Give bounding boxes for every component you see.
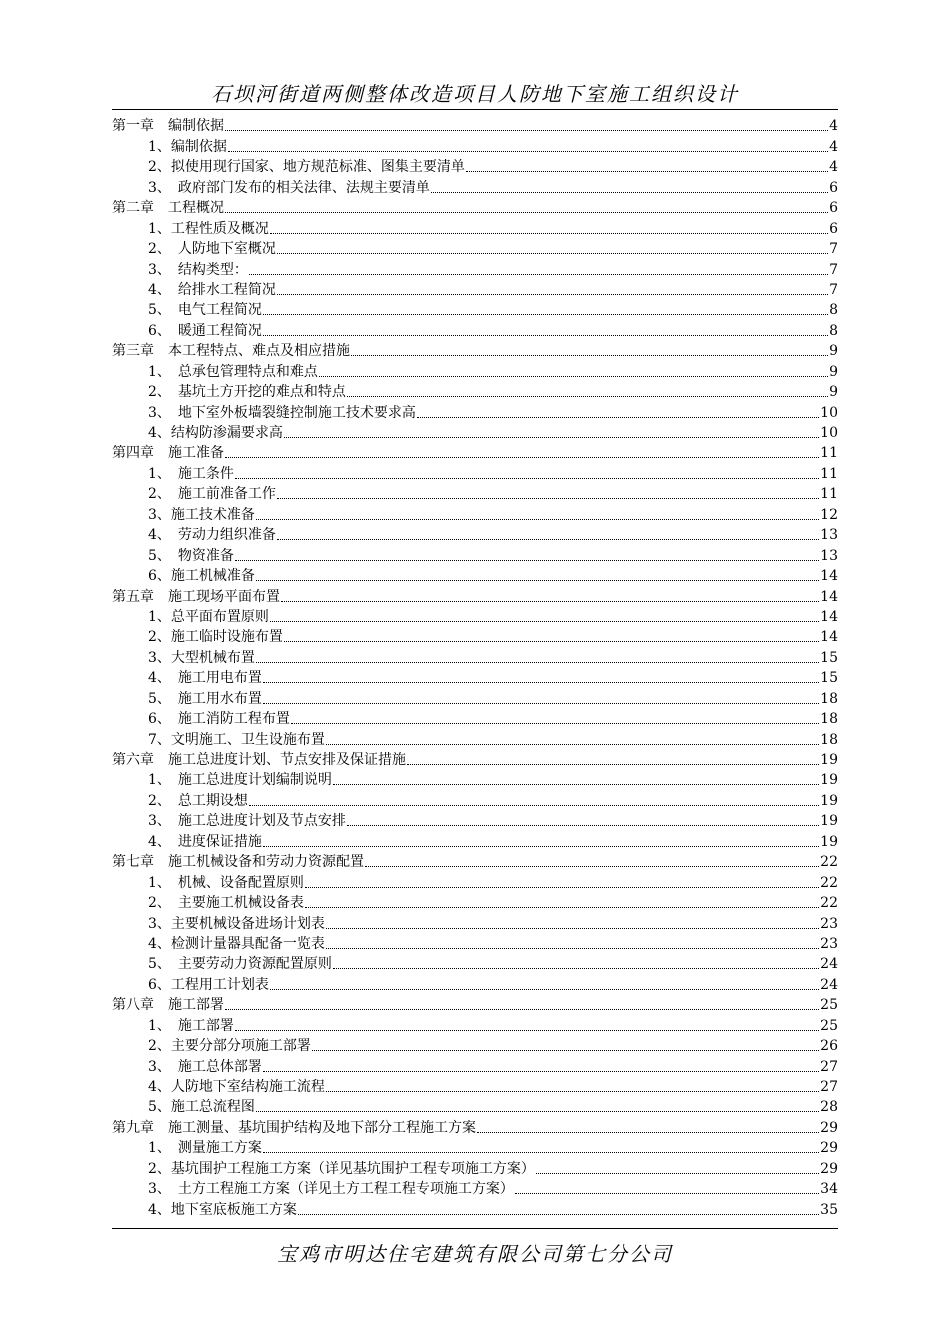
toc-section-entry[interactable] xyxy=(112,790,838,810)
toc-entry-page-number: 7 xyxy=(829,241,838,258)
toc-entry-page-number: 24 xyxy=(820,976,838,993)
toc-section-entry[interactable] xyxy=(112,320,838,340)
toc-dot-leader xyxy=(291,723,819,724)
toc-dot-leader xyxy=(417,417,819,418)
toc-section-entry[interactable] xyxy=(112,893,838,913)
toc-dot-leader xyxy=(277,294,828,295)
toc-chapter-entry[interactable] xyxy=(112,1117,838,1137)
toc-chapter-entry[interactable] xyxy=(112,116,838,136)
toc-entry-title: 3、大型机械布置 xyxy=(148,649,255,666)
toc-entry-page-number: 9 xyxy=(829,363,838,380)
toc-entry-page-number: 6 xyxy=(829,220,838,237)
toc-entry-page-number: 6 xyxy=(829,179,838,196)
toc-entry-page-number: 7 xyxy=(829,261,838,278)
toc-entry-page-number: 23 xyxy=(820,935,838,952)
toc-entry-title: 6、 施工消防工程布置 xyxy=(148,711,290,728)
toc-chapter-entry[interactable] xyxy=(112,341,838,361)
toc-entry-page-number: 25 xyxy=(820,997,838,1014)
toc-section-entry[interactable] xyxy=(112,811,838,831)
toc-chapter-entry[interactable] xyxy=(112,852,838,872)
toc-dot-leader xyxy=(365,866,819,867)
toc-section-entry[interactable] xyxy=(112,177,838,197)
toc-dot-leader xyxy=(284,437,819,438)
toc-entry-page-number: 12 xyxy=(820,506,838,523)
toc-chapter-entry[interactable] xyxy=(112,443,838,463)
toc-entry-title: 第七章 施工机械设备和劳动力资源配置 xyxy=(112,854,364,871)
toc-entry-page-number: 13 xyxy=(820,527,838,544)
toc-section-entry[interactable] xyxy=(112,239,838,259)
toc-dot-leader xyxy=(312,1050,819,1051)
toc-dot-leader xyxy=(270,989,819,990)
table-of-contents xyxy=(112,116,838,1220)
toc-entry-title: 2、主要分部分项施工部署 xyxy=(148,1038,311,1055)
toc-dot-leader xyxy=(347,396,828,397)
toc-dot-leader xyxy=(235,560,819,561)
toc-section-entry[interactable] xyxy=(112,729,838,749)
toc-entry-title: 1、 机械、设备配置原则 xyxy=(148,874,304,891)
toc-section-entry[interactable] xyxy=(112,934,838,954)
toc-dot-leader xyxy=(225,130,828,131)
toc-entry-page-number: 18 xyxy=(820,711,838,728)
toc-dot-leader xyxy=(284,641,819,642)
toc-section-entry[interactable] xyxy=(112,463,838,483)
toc-entry-title: 2、施工临时设施布置 xyxy=(148,629,283,646)
toc-dot-leader xyxy=(466,171,828,172)
toc-dot-leader xyxy=(235,1030,819,1031)
toc-entry-page-number: 18 xyxy=(820,731,838,748)
toc-entry-title: 2、基坑围护工程施工方案（详见基坑围护工程专项施工方案） xyxy=(148,1160,535,1177)
toc-section-entry[interactable] xyxy=(112,647,838,667)
toc-entry-title: 4、地下室底板施工方案 xyxy=(148,1201,297,1218)
toc-dot-leader xyxy=(477,1132,819,1133)
toc-entry-page-number: 34 xyxy=(820,1181,838,1198)
toc-dot-leader xyxy=(333,784,819,785)
toc-section-entry[interactable] xyxy=(112,1158,838,1178)
toc-section-entry[interactable] xyxy=(112,136,838,156)
toc-entry-page-number: 10 xyxy=(820,425,838,441)
toc-entry-title: 2、 施工前准备工作 xyxy=(148,486,276,503)
toc-section-entry[interactable] xyxy=(112,280,838,300)
toc-section-entry[interactable] xyxy=(112,607,838,627)
toc-entry-page-number: 35 xyxy=(820,1201,838,1218)
toc-entry-title: 3、 地下室外板墙裂缝控制施工技术要求高 xyxy=(148,404,416,421)
toc-entry-page-number: 15 xyxy=(820,649,838,666)
toc-entry-page-number: 14 xyxy=(820,629,838,646)
toc-section-entry[interactable] xyxy=(112,913,838,933)
toc-dot-leader xyxy=(263,703,819,704)
toc-entry-title: 7、文明施工、卫生设施布置 xyxy=(148,731,325,748)
toc-dot-leader xyxy=(277,253,828,254)
toc-entry-page-number: 19 xyxy=(820,752,838,768)
toc-entry-page-number: 11 xyxy=(820,486,838,503)
toc-entry-page-number: 27 xyxy=(820,1079,838,1095)
toc-entry-page-number: 23 xyxy=(820,915,838,932)
toc-section-entry[interactable] xyxy=(112,668,838,688)
toc-section-entry[interactable] xyxy=(112,382,838,402)
toc-entry-title: 3、施工技术准备 xyxy=(148,506,255,523)
toc-entry-page-number: 14 xyxy=(820,608,838,625)
toc-entry-title: 第四章 施工准备 xyxy=(112,445,224,462)
toc-dot-leader xyxy=(249,274,828,275)
toc-section-entry[interactable] xyxy=(112,218,838,238)
toc-entry-title: 第五章 施工现场平面布置 xyxy=(112,588,280,605)
toc-section-entry[interactable] xyxy=(112,1036,838,1056)
toc-dot-leader xyxy=(263,314,828,315)
toc-section-entry[interactable] xyxy=(112,545,838,565)
toc-section-entry[interactable] xyxy=(112,504,838,524)
toc-entry-title: 1、 施工部署 xyxy=(148,1017,234,1034)
toc-section-entry[interactable] xyxy=(112,688,838,708)
toc-dot-leader xyxy=(235,478,819,479)
toc-section-entry[interactable] xyxy=(112,1056,838,1076)
toc-entry-title: 6、工程用工计划表 xyxy=(148,976,269,993)
toc-dot-leader xyxy=(515,1193,819,1194)
toc-entry-title: 2、 基坑土方开挖的难点和特点 xyxy=(148,384,346,401)
toc-entry-title: 4、人防地下室结构施工流程 xyxy=(148,1079,325,1095)
toc-entry-page-number: 4 xyxy=(829,118,838,135)
toc-entry-page-number: 11 xyxy=(820,465,838,482)
toc-entry-title: 第六章 施工总进度计划、节点安排及保证措施 xyxy=(112,752,406,768)
toc-section-entry[interactable] xyxy=(112,1199,838,1219)
toc-dot-leader xyxy=(225,457,819,458)
toc-entry-page-number: 19 xyxy=(820,792,838,809)
toc-entry-page-number: 4 xyxy=(829,159,838,176)
toc-section-entry[interactable] xyxy=(112,259,838,279)
toc-dot-leader xyxy=(263,1071,819,1072)
toc-entry-title: 5、 主要劳动力资源配置原则 xyxy=(148,956,332,973)
toc-entry-title: 2、拟使用现行国家、地方规范标准、图集主要清单 xyxy=(148,159,465,176)
toc-dot-leader xyxy=(326,948,819,949)
toc-entry-page-number: 10 xyxy=(820,404,838,421)
toc-section-entry[interactable] xyxy=(112,1179,838,1199)
toc-section-entry[interactable] xyxy=(112,300,838,320)
header-divider xyxy=(112,109,838,110)
toc-entry-title: 3、 政府部门发布的相关法律、法规主要清单 xyxy=(148,179,430,196)
toc-entry-title: 5、 电气工程简况 xyxy=(148,302,262,319)
toc-entry-title: 6、施工机械准备 xyxy=(148,568,255,585)
toc-entry-page-number: 29 xyxy=(820,1119,838,1136)
toc-entry-page-number: 19 xyxy=(820,772,838,789)
toc-entry-title: 4、 进度保证措施 xyxy=(148,833,262,850)
toc-dot-leader xyxy=(319,376,828,377)
toc-entry-title: 第八章 施工部署 xyxy=(112,997,224,1014)
toc-section-entry[interactable] xyxy=(112,770,838,790)
toc-entry-page-number: 8 xyxy=(829,322,838,339)
toc-entry-page-number: 4 xyxy=(829,138,838,155)
toc-entry-page-number: 8 xyxy=(829,302,838,319)
toc-dot-leader xyxy=(228,151,828,152)
toc-entry-title: 3、 结构类型： xyxy=(148,261,248,278)
toc-entry-title: 第三章 本工程特点、难点及相应措施 xyxy=(112,343,350,360)
toc-entry-title: 1、工程性质及概况 xyxy=(148,220,269,237)
toc-entry-page-number: 15 xyxy=(820,670,838,687)
toc-entry-title: 第一章 编制依据 xyxy=(112,118,224,135)
toc-section-entry[interactable] xyxy=(112,709,838,729)
toc-dot-leader xyxy=(351,355,828,356)
toc-dot-leader xyxy=(249,805,819,806)
toc-entry-title: 4、结构防渗漏要求高 xyxy=(148,425,283,441)
toc-dot-leader xyxy=(347,825,819,826)
toc-entry-page-number: 19 xyxy=(820,813,838,830)
toc-dot-leader xyxy=(431,192,828,193)
toc-section-entry[interactable] xyxy=(112,974,838,994)
toc-entry-page-number: 29 xyxy=(820,1140,838,1157)
toc-section-entry[interactable] xyxy=(112,484,838,504)
toc-dot-leader xyxy=(256,519,819,520)
toc-entry-page-number: 25 xyxy=(820,1017,838,1034)
toc-entry-title: 第九章 施工测量、基坑围护结构及地下部分工程施工方案 xyxy=(112,1119,476,1136)
toc-section-entry[interactable] xyxy=(112,566,838,586)
toc-section-entry[interactable] xyxy=(112,872,838,892)
toc-entry-page-number: 28 xyxy=(820,1099,838,1116)
toc-entry-title: 4、 给排水工程简况 xyxy=(148,281,276,298)
toc-chapter-entry[interactable] xyxy=(112,995,838,1015)
toc-entry-page-number: 14 xyxy=(820,588,838,605)
toc-section-entry[interactable] xyxy=(112,361,838,381)
toc-entry-title: 5、施工总流程图 xyxy=(148,1099,255,1116)
toc-section-entry[interactable] xyxy=(112,157,838,177)
toc-dot-leader xyxy=(263,1152,819,1153)
toc-entry-title: 3、主要机械设备进场计划表 xyxy=(148,915,325,932)
toc-section-entry[interactable] xyxy=(112,1097,838,1117)
toc-dot-leader xyxy=(305,907,819,908)
toc-dot-leader xyxy=(225,212,828,213)
toc-dot-leader xyxy=(326,744,819,745)
toc-entry-title: 3、 施工总进度计划及节点安排 xyxy=(148,813,346,830)
toc-dot-leader xyxy=(263,682,819,683)
toc-section-entry[interactable] xyxy=(112,402,838,422)
toc-entry-page-number: 22 xyxy=(820,895,838,912)
toc-entry-title: 4、 劳动力组织准备 xyxy=(148,527,276,544)
toc-entry-page-number: 9 xyxy=(829,343,838,360)
toc-entry-page-number: 7 xyxy=(829,281,838,298)
toc-section-entry[interactable] xyxy=(112,525,838,545)
toc-section-entry[interactable] xyxy=(112,1077,838,1097)
toc-dot-leader xyxy=(298,1214,819,1215)
toc-section-entry[interactable] xyxy=(112,954,838,974)
toc-dot-leader xyxy=(305,887,819,888)
toc-dot-leader xyxy=(326,928,819,929)
page-header-title: 石坝河街道两侧整体改造项目人防地下室施工组织设计 xyxy=(211,82,739,106)
toc-entry-page-number: 13 xyxy=(820,547,838,564)
toc-entry-page-number: 22 xyxy=(820,854,838,871)
toc-dot-leader xyxy=(277,539,819,540)
toc-dot-leader xyxy=(536,1173,819,1174)
toc-section-entry[interactable] xyxy=(112,423,838,443)
toc-entry-title: 1、 测量施工方案 xyxy=(148,1140,262,1157)
toc-dot-leader xyxy=(270,621,819,622)
toc-entry-title: 2、 人防地下室概况 xyxy=(148,241,276,258)
toc-entry-title: 2、 总工期设想 xyxy=(148,792,248,809)
toc-entry-title: 4、 施工用电布置 xyxy=(148,670,262,687)
toc-entry-page-number: 27 xyxy=(820,1058,838,1075)
toc-entry-page-number: 24 xyxy=(820,956,838,973)
toc-entry-page-number: 19 xyxy=(820,833,838,850)
toc-dot-leader xyxy=(263,846,819,847)
footer-divider xyxy=(112,1228,838,1229)
toc-dot-leader xyxy=(256,662,819,663)
toc-dot-leader xyxy=(407,764,819,765)
toc-dot-leader xyxy=(225,1009,819,1010)
toc-entry-page-number: 26 xyxy=(820,1038,838,1055)
toc-dot-leader xyxy=(277,498,819,499)
toc-entry-page-number: 9 xyxy=(829,384,838,401)
toc-section-entry[interactable] xyxy=(112,1015,838,1035)
toc-entry-title: 5、 施工用水布置 xyxy=(148,690,262,707)
toc-entry-title: 4、检测计量器具配备一览表 xyxy=(148,935,325,952)
toc-dot-leader xyxy=(256,580,819,581)
toc-chapter-entry[interactable] xyxy=(112,586,838,606)
toc-dot-leader xyxy=(270,233,828,234)
toc-entry-title: 第二章 工程概况 xyxy=(112,200,224,217)
toc-chapter-entry[interactable] xyxy=(112,750,838,770)
toc-entry-page-number: 6 xyxy=(829,200,838,217)
toc-entry-page-number: 29 xyxy=(820,1160,838,1177)
toc-entry-title: 5、 物资准备 xyxy=(148,547,234,564)
toc-dot-leader xyxy=(326,1091,819,1092)
toc-dot-leader xyxy=(256,1111,819,1112)
toc-entry-title: 1、 施工条件 xyxy=(148,465,234,482)
page-footer-company: 宝鸡市明达住宅建筑有限公司第七分公司 xyxy=(277,1242,673,1266)
toc-entry-title: 3、 施工总体部署 xyxy=(148,1058,262,1075)
toc-section-entry[interactable] xyxy=(112,831,838,851)
toc-chapter-entry[interactable] xyxy=(112,198,838,218)
toc-entry-title: 1、 总承包管理特点和难点 xyxy=(148,363,318,380)
toc-entry-title: 1、 施工总进度计划编制说明 xyxy=(148,772,332,789)
toc-entry-page-number: 14 xyxy=(820,568,838,585)
toc-entry-title: 3、 土方工程施工方案（详见土方工程工程专项施工方案） xyxy=(148,1181,514,1198)
toc-entry-title: 6、 暖通工程简况 xyxy=(148,322,262,339)
toc-section-entry[interactable] xyxy=(112,627,838,647)
toc-entry-page-number: 18 xyxy=(820,690,838,707)
toc-entry-title: 1、编制依据 xyxy=(148,138,227,155)
toc-dot-leader xyxy=(263,335,828,336)
toc-dot-leader xyxy=(281,601,819,602)
toc-entry-title: 2、 主要施工机械设备表 xyxy=(148,895,304,912)
toc-entry-page-number: 11 xyxy=(820,445,838,462)
toc-entry-page-number: 22 xyxy=(820,874,838,891)
toc-dot-leader xyxy=(333,968,819,969)
toc-entry-title: 1、总平面布置原则 xyxy=(148,608,269,625)
toc-section-entry[interactable] xyxy=(112,1138,838,1158)
